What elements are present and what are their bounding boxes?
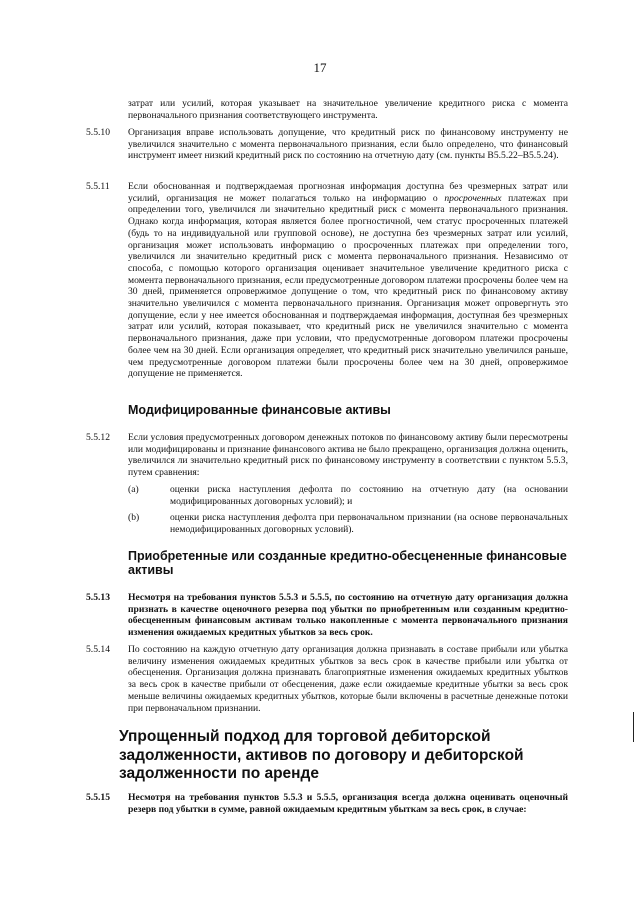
paragraph-5-5-13 — [128, 592, 568, 639]
list-item-label: (b) — [128, 512, 140, 523]
paragraph-text: Если условия предусмотренных договором денежных потоков по финансовому активу были пересмотрены или модифицированы и признание финансового актива не было прекращено, организация должна оценить, увеличился ли значительно кредитный риск по финансовому инструменту в соответствии с пунктом 5.5.3, путем сравнения: — [128, 432, 568, 479]
paragraph-text-part: Если обоснованная и подтверждаемая прогнозная информация доступна без чрезмерных затрат или усилий, организация не может полагаться только на информацию о — [128, 181, 568, 204]
paragraph-text: По состоянию на каждую отчетную дату организация должна признавать в составе прибыли или убытка величину изменения ожидаемых кредитных убытков за весь срок в качестве прибыли или убытка от обесценения. Организация должна признавать благоприятные изменения ожидаемых кредитных убытков за весь срок в качестве прибыли от обесценения, даже если ожидаемые кредитные убытки за весь срок меньше величины ожидаемых кредитных убытков, которые были включены в расчетные денежные потоки при первоначальном признании. — [128, 644, 568, 714]
paragraph-number: 5.5.11 — [86, 181, 110, 192]
section-heading-purchased: Приобретенные или созданные кредитно-обесцененные финансовые активы — [128, 549, 567, 577]
paragraph-number: 5.5.13 — [86, 592, 110, 603]
list-item-label: (a) — [128, 484, 139, 495]
page-number: 17 — [313, 60, 327, 75]
section-heading-simplified: Упрощенный подход для торговой дебиторской задолженности, активов по договору и дебиторской задолженности по аренде — [119, 728, 524, 782]
paragraph-number: 5.5.14 — [86, 644, 110, 655]
list-item-text: оценки риска наступления дефолта при первоначальном признании (на основе первоначальных немодифицированных договорных условий). — [170, 512, 568, 535]
paragraph-text: Несмотря на требования пунктов 5.5.3 и 5.5.5, организация всегда должна оценивать оценочный резерв под убытки в сумме, равной ожидаемым кредитным убыткам за весь срок, в случае: — [128, 792, 568, 815]
paragraph-5-5-15 — [128, 792, 568, 815]
paragraph-5-5-10 — [128, 127, 568, 162]
emphasis-text: просроченных — [444, 192, 502, 204]
paragraph-5-5-12 — [128, 432, 568, 479]
paragraph-5-5-11 — [128, 181, 568, 380]
paragraph-text: Организация вправе использовать допущение, что кредитный риск по финансовому инструменту не увеличился значительно с момента первоначального признания, если было определено, что финансовый инструмент имеет низкий кредитный риск по состоянию на отчетную дату (см. пункты B5.5.22–B5.5.24). — [128, 127, 568, 162]
scan-edge-mark — [633, 712, 634, 742]
paragraph-text-part: платежах при определении того, увеличился ли значительно кредитный риск с момента первоначального признания. Однако когда информация, которая является более прогностичной, чем статус просроченных платежей (будь то на индивидуальной или групповой основе), не доступна без чрезмерных затрат или усилий, организация может использовать информацию о просроченных платежах при определении того, увеличился ли значительно кредитный риск с момента первоначального признания. Независимо от способа, с помощью которого организация оценивает значительное увеличение кредитного риска с момента первоначального признания, если предусмотренные договором платежи просрочены более чем на 30 дней, применяется опровержимое допущение о том, что кредитный риск по финансовому активу значительно увеличился с момента первоначального признания. Организация может опровергнуть это допущение, если у нее имеется обоснованная и подтверждаемая информация, доступная без чрезмерных затрат или усилий, которая показывает, что кредитный риск не увеличился значительно с момента первоначального признания, даже при условии, что предусмотренные договором платежи просрочены более чем на 30 дней. Если организация определяет, что кредитный риск значительно увеличился раньше, чем предусмотренные договором платежи были просрочены более чем на 30 дней, опровержимое допущение не применяется. — [128, 192, 568, 380]
paragraph-text: затрат или усилий, которая указывает на значительное увеличение кредитного риска с момента первоначального признания соответствующего инструмента. — [128, 98, 568, 121]
paragraph-number: 5.5.10 — [86, 127, 110, 138]
list-item-text: оценки риска наступления дефолта по состоянию на отчетную дату (на основании модифицированных договорных условий); и — [170, 484, 568, 507]
paragraph-5-5-14 — [128, 644, 568, 714]
paragraph-text — [128, 181, 568, 380]
section-heading-modified: Модифицированные финансовые активы — [128, 403, 391, 417]
paragraph-text: Несмотря на требования пунктов 5.5.3 и 5.5.5, по состоянию на отчетную дату организация должна признать в качестве оценочного резерва под убытки по приобретенным или созданным кредитно-обесцененным финансовым активам только накопленные с момента первоначального признания изменения ожидаемых кредитных убытков за весь срок. — [128, 592, 568, 639]
paragraph-number: 5.5.15 — [86, 792, 110, 803]
paragraph-continuation — [128, 98, 568, 121]
paragraph-number: 5.5.12 — [86, 432, 110, 443]
